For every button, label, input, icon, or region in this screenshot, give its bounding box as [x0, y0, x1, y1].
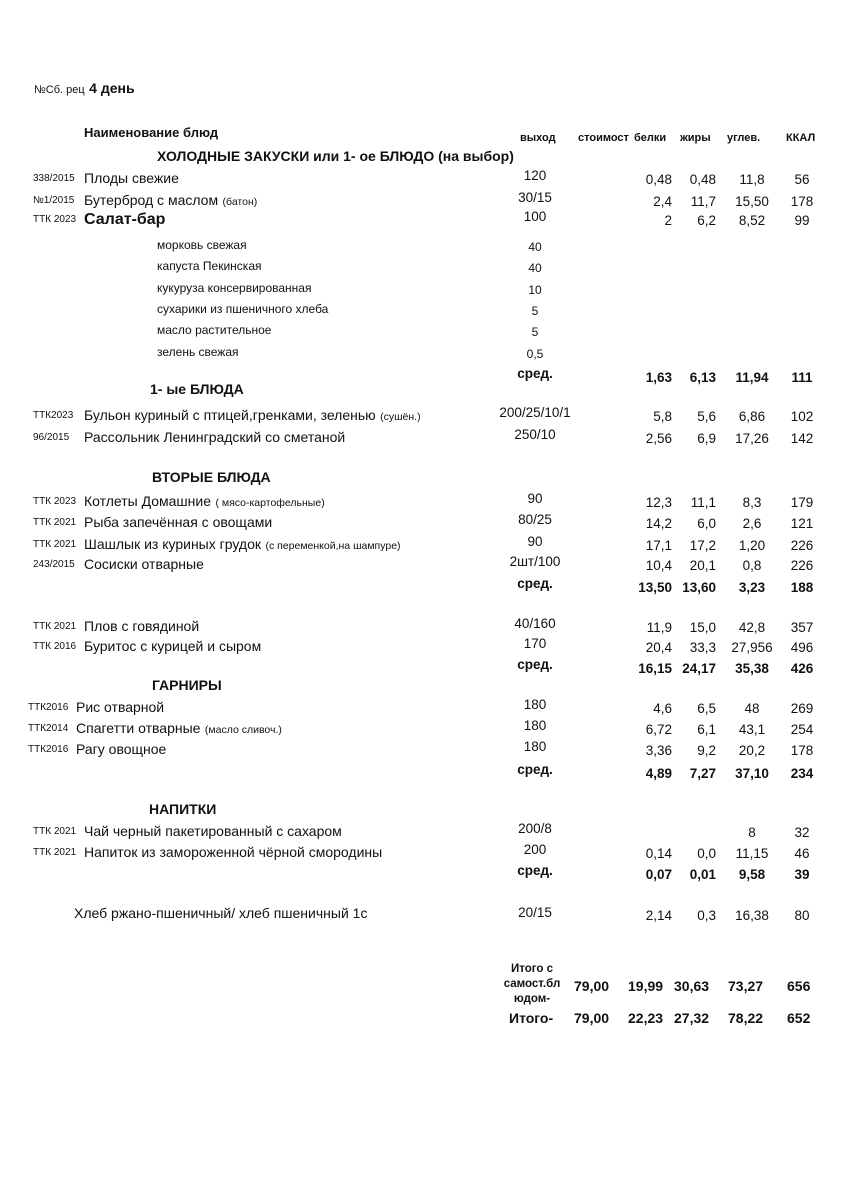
ingredient-name: морковь свежая: [157, 238, 247, 252]
dish-note: (с переменкой,на шампуре): [265, 540, 401, 552]
ingredient-output: 10: [528, 283, 542, 297]
carbs-value: 8: [748, 825, 756, 840]
total-row-with-own-dish: [0, 962, 849, 1012]
dish-code: 96/2015: [33, 432, 70, 443]
total-fat-value: 30,63: [674, 978, 710, 994]
ingredient-row: [0, 345, 849, 363]
kcal-value: 121: [790, 516, 814, 531]
ingredient-name: масло растительное: [157, 323, 272, 337]
average-label: сред.: [517, 762, 553, 777]
ingredient-output: 0,5: [526, 347, 544, 361]
protein-value: 14,2: [645, 516, 672, 531]
dish-name-cell: [84, 211, 165, 229]
table-row: [0, 211, 849, 231]
dish-code: ТТК2016: [28, 702, 69, 713]
protein-value: 3,36: [645, 743, 672, 758]
dish-name-cell: [84, 638, 261, 656]
section-title-cold-dishes: ХОЛОДНЫЕ ЗАКУСКИ или 1- ое БЛЮДО (на выбор): [157, 148, 514, 164]
dish-name-cell: [76, 699, 164, 717]
table-row: [0, 844, 849, 864]
table-row: [0, 192, 849, 212]
output-value: 180: [523, 718, 547, 733]
carbs-value: 8,52: [738, 213, 766, 228]
dish-code: 243/2015: [33, 559, 75, 570]
kcal-value: 254: [790, 722, 814, 737]
carbs-value: 20,2: [738, 743, 766, 758]
average-label: сред.: [517, 366, 553, 381]
fat-value: 20,1: [689, 558, 716, 573]
total-label: [492, 962, 572, 1007]
total-row: [0, 1010, 849, 1030]
table-row: [0, 741, 849, 761]
kcal-value: 32: [794, 825, 810, 840]
ingredient-row: [0, 281, 849, 299]
protein-value: 17,1: [645, 538, 672, 553]
kcal-value: 99: [794, 213, 810, 228]
avg-carbs-value: 3,23: [738, 580, 766, 595]
fat-value: 0,48: [689, 172, 716, 187]
output-value: 30/15: [518, 190, 552, 205]
average-label: сред.: [517, 657, 553, 672]
avg-fat-value: 24,17: [682, 661, 716, 676]
table-row: [0, 536, 849, 556]
dish-name: Шашлык из куриных грудок: [84, 536, 261, 552]
ingredient-name: капуста Пекинская: [157, 259, 262, 273]
table-row: [0, 514, 849, 534]
kcal-value: 56: [794, 172, 810, 187]
dish-name: Чай черный пакетированный с сахаром: [84, 823, 342, 839]
column-header-name: Наименование блюд: [84, 125, 219, 140]
carbs-value: 2,6: [742, 516, 762, 531]
avg-protein-value: 16,15: [638, 661, 672, 676]
avg-fat-value: 6,13: [689, 370, 716, 385]
dish-name: Рассольник Ленинградский со сметаной: [84, 429, 346, 445]
fat-value: 5,6: [697, 409, 716, 424]
avg-protein-value: 4,89: [645, 766, 672, 781]
fat-value: 6,9: [697, 431, 716, 446]
total-carbs-value: 73,27: [728, 978, 764, 994]
total-cost-value: 79,00: [574, 1010, 610, 1026]
column-header-output: выход: [520, 132, 556, 144]
table-row: [0, 905, 849, 925]
avg-kcal-value: 234: [790, 766, 814, 781]
kcal-value: 269: [790, 701, 814, 716]
ingredient-row: [0, 323, 849, 341]
ingredient-name: кукуруза консервированная: [157, 281, 312, 295]
total-kcal-value: 656: [787, 978, 811, 994]
dish-name: Хлеб ржано-пшеничный/ хлеб пшеничный 1с: [74, 905, 368, 921]
avg-carbs-value: 11,94: [735, 370, 769, 385]
dish-name: Рагу овощное: [76, 741, 167, 757]
avg-fat-value: 7,27: [689, 766, 716, 781]
section-title-first-courses: 1- ые БЛЮДА: [150, 381, 244, 397]
collection-ref-prefix: №Сб. рец: [34, 84, 85, 96]
carbs-value: 8,3: [742, 495, 762, 510]
section-title-garnish: ГАРНИРЫ: [152, 677, 222, 693]
avg-kcal-value: 188: [790, 580, 814, 595]
table-row: [0, 556, 849, 576]
dish-code: ТТК2016: [28, 744, 69, 755]
output-value: 40/160: [514, 616, 556, 631]
avg-carbs-value: 37,10: [735, 766, 769, 781]
fat-value: 6,5: [697, 701, 716, 716]
fat-value: 6,1: [697, 722, 716, 737]
ingredient-name: зелень свежая: [157, 345, 239, 359]
protein-value: 6,72: [645, 722, 672, 737]
dish-code: ТТК 2021: [33, 539, 77, 550]
table-row: [0, 429, 849, 449]
protein-value: 12,3: [645, 495, 672, 510]
dish-code: ТТК 2021: [33, 621, 77, 632]
ingredient-output: 5: [531, 304, 539, 318]
column-header-fat: жиры: [680, 132, 711, 144]
table-row: [0, 407, 849, 427]
ingredient-output: 40: [528, 261, 542, 275]
fat-value: 0,0: [697, 846, 716, 861]
avg-fat-value: 13,60: [682, 580, 716, 595]
kcal-value: 226: [790, 558, 814, 573]
dish-name: Рыба запечённая с овощами: [84, 514, 273, 530]
protein-value: 20,4: [645, 640, 672, 655]
output-value: 180: [523, 697, 547, 712]
total-carbs-value: 78,22: [728, 1010, 764, 1026]
dish-name: Салат-бар: [84, 211, 166, 228]
dish-name: Плов с говядиной: [84, 618, 200, 634]
output-value: 20/15: [518, 905, 552, 920]
kcal-value: 46: [794, 846, 810, 861]
protein-value: 2,14: [645, 908, 672, 923]
dish-name: Спагетти отварные: [76, 720, 201, 736]
dish-code: ТТК 2023: [33, 214, 77, 225]
dish-code: ТТК2023: [33, 410, 74, 421]
dish-name: Котлеты Домашние: [84, 493, 211, 509]
dish-name: Бутерброд с маслом: [84, 192, 219, 208]
dish-code: ТТК 2021: [33, 847, 77, 858]
menu-header: [34, 80, 135, 98]
column-header-carbs: углев.: [727, 132, 761, 144]
dish-note: (батон): [222, 196, 258, 208]
protein-value: 10,4: [645, 558, 672, 573]
output-value: 170: [523, 636, 547, 651]
kcal-value: 178: [790, 194, 814, 209]
section-title-drinks: НАПИТКИ: [149, 801, 217, 817]
total-label-line: юдом-: [513, 993, 551, 1005]
table-row: [0, 720, 849, 740]
total-kcal-value: 652: [787, 1010, 811, 1026]
table-row: [0, 618, 849, 638]
carbs-value: 11,15: [735, 846, 769, 861]
column-header-protein: белки: [634, 132, 667, 144]
kcal-value: 179: [790, 495, 814, 510]
total-protein-value: 19,99: [628, 978, 664, 994]
avg-kcal-value: 426: [790, 661, 814, 676]
dish-code: №1/2015: [33, 195, 75, 206]
output-value: 80/25: [518, 512, 552, 527]
output-value: 200/25/10/1: [499, 405, 571, 420]
fat-value: 11,7: [690, 194, 716, 209]
ingredient-row: [0, 238, 849, 256]
fat-value: 11,1: [690, 495, 716, 510]
protein-value: 0,48: [645, 172, 672, 187]
output-value: 2шт/100: [509, 554, 561, 569]
protein-value: 4,6: [653, 701, 672, 716]
avg-kcal-value: 39: [794, 867, 810, 882]
total-protein-value: 22,23: [628, 1010, 664, 1026]
dish-name: Сосиски отварные: [84, 556, 204, 572]
protein-value: 5,8: [653, 409, 672, 424]
kcal-value: 102: [790, 409, 814, 424]
ingredient-row: [0, 259, 849, 277]
output-value: 200: [523, 842, 547, 857]
dish-name: Напиток из замороженной чёрной смородины: [84, 844, 383, 860]
output-value: 90: [527, 534, 543, 549]
dish-name-cell: [84, 429, 345, 447]
table-row: [0, 823, 849, 843]
protein-value: 2: [664, 213, 672, 228]
section-title-second-courses: ВТОРЫЕ БЛЮДА: [152, 469, 271, 485]
carbs-value: 42,8: [738, 620, 766, 635]
protein-value: 2,56: [645, 431, 672, 446]
protein-value: 2,4: [653, 194, 672, 209]
dish-name-cell: [84, 823, 342, 841]
dish-note: (сушён.): [380, 411, 421, 423]
dish-name: Рис отварной: [76, 699, 165, 715]
average-row: [0, 863, 849, 883]
dish-name-cell: [84, 493, 325, 511]
fat-value: 17,2: [689, 538, 716, 553]
output-value: 100: [523, 209, 547, 224]
avg-fat-value: 0,01: [689, 867, 716, 882]
fat-value: 15,0: [689, 620, 716, 635]
kcal-value: 178: [790, 743, 814, 758]
carbs-value: 48: [744, 701, 760, 716]
dish-code: ТТК 2016: [33, 641, 77, 652]
dish-name-cell: [84, 514, 272, 532]
table-row: [0, 170, 849, 190]
avg-protein-value: 0,07: [645, 867, 672, 882]
dish-name-cell: [76, 720, 282, 738]
dish-name-cell: [76, 741, 166, 759]
dish-name: Буритос с курицей и сыром: [84, 638, 262, 654]
dish-code: ТТК 2023: [33, 496, 77, 507]
table-row: [0, 699, 849, 719]
output-value: 90: [527, 491, 543, 506]
total-label: Итого-: [509, 1010, 554, 1026]
dish-name-cell: [84, 844, 382, 862]
kcal-value: 142: [790, 431, 814, 446]
protein-value: 11,9: [646, 620, 672, 635]
dish-name-cell: [84, 170, 179, 188]
average-label: сред.: [517, 576, 553, 591]
dish-code: 338/2015: [33, 173, 75, 184]
avg-protein-value: 13,50: [638, 580, 672, 595]
dish-code: ТТК 2021: [33, 826, 77, 837]
dish-code: ТТК 2021: [33, 517, 77, 528]
kcal-value: 226: [790, 538, 814, 553]
output-value: 180: [523, 739, 547, 754]
output-value: 120: [523, 168, 547, 183]
average-label: сред.: [517, 863, 553, 878]
kcal-value: 357: [790, 620, 814, 635]
carbs-value: 0,8: [742, 558, 762, 573]
ingredient-output: 40: [528, 240, 542, 254]
total-fat-value: 27,32: [674, 1010, 710, 1026]
carbs-value: 27,956: [731, 640, 773, 655]
avg-kcal-value: 111: [791, 370, 813, 385]
dish-name-cell: [84, 192, 257, 210]
dish-name-cell: [84, 536, 401, 554]
total-label-line: самост.бл: [503, 978, 561, 990]
average-row: [0, 762, 849, 782]
table-row: [0, 638, 849, 658]
dish-name-cell: [84, 407, 421, 425]
protein-value: 0,14: [645, 846, 672, 861]
output-value: 200/8: [518, 821, 552, 836]
carbs-value: 16,38: [735, 908, 769, 923]
average-row: [0, 366, 849, 386]
carbs-value: 15,50: [735, 194, 769, 209]
total-cost-value: 79,00: [574, 978, 610, 994]
fat-value: 6,2: [697, 213, 716, 228]
carbs-value: 11,8: [739, 172, 765, 187]
average-row: [0, 657, 849, 677]
carbs-value: 43,1: [738, 722, 766, 737]
kcal-value: 80: [794, 908, 810, 923]
dish-note: ( мясо-картофельные): [215, 497, 325, 509]
output-value: 250/10: [514, 427, 556, 442]
ingredient-name: сухарики из пшеничного хлеба: [157, 302, 329, 316]
column-header-kcal: ККАЛ: [786, 132, 816, 144]
ingredient-row: [0, 302, 849, 320]
average-row: [0, 576, 849, 596]
carbs-value: 1,20: [738, 538, 766, 553]
table-row: [0, 493, 849, 513]
carbs-value: 17,26: [735, 431, 769, 446]
dish-name-cell: [84, 618, 199, 636]
dish-note: (масло сливоч.): [204, 724, 282, 736]
dish-name: Бульон куриный с птицей,гренками, зеленью: [84, 407, 376, 423]
dish-name: Плоды свежие: [84, 170, 179, 186]
total-label-line: Итого с: [510, 963, 554, 975]
dish-name-cell: [84, 556, 204, 574]
avg-carbs-value: 9,58: [738, 867, 766, 882]
avg-protein-value: 1,63: [645, 370, 672, 385]
avg-carbs-value: 35,38: [735, 661, 769, 676]
day-label: 4 день: [89, 80, 135, 96]
fat-value: 0,3: [697, 908, 716, 923]
dish-code: ТТК2014: [28, 723, 69, 734]
kcal-value: 496: [790, 640, 814, 655]
fat-value: 9,2: [697, 743, 716, 758]
fat-value: 6,0: [697, 516, 716, 531]
fat-value: 33,3: [689, 640, 716, 655]
ingredient-output: 5: [531, 325, 539, 339]
column-header-cost: стоимост: [578, 132, 629, 144]
carbs-value: 6,86: [738, 409, 766, 424]
